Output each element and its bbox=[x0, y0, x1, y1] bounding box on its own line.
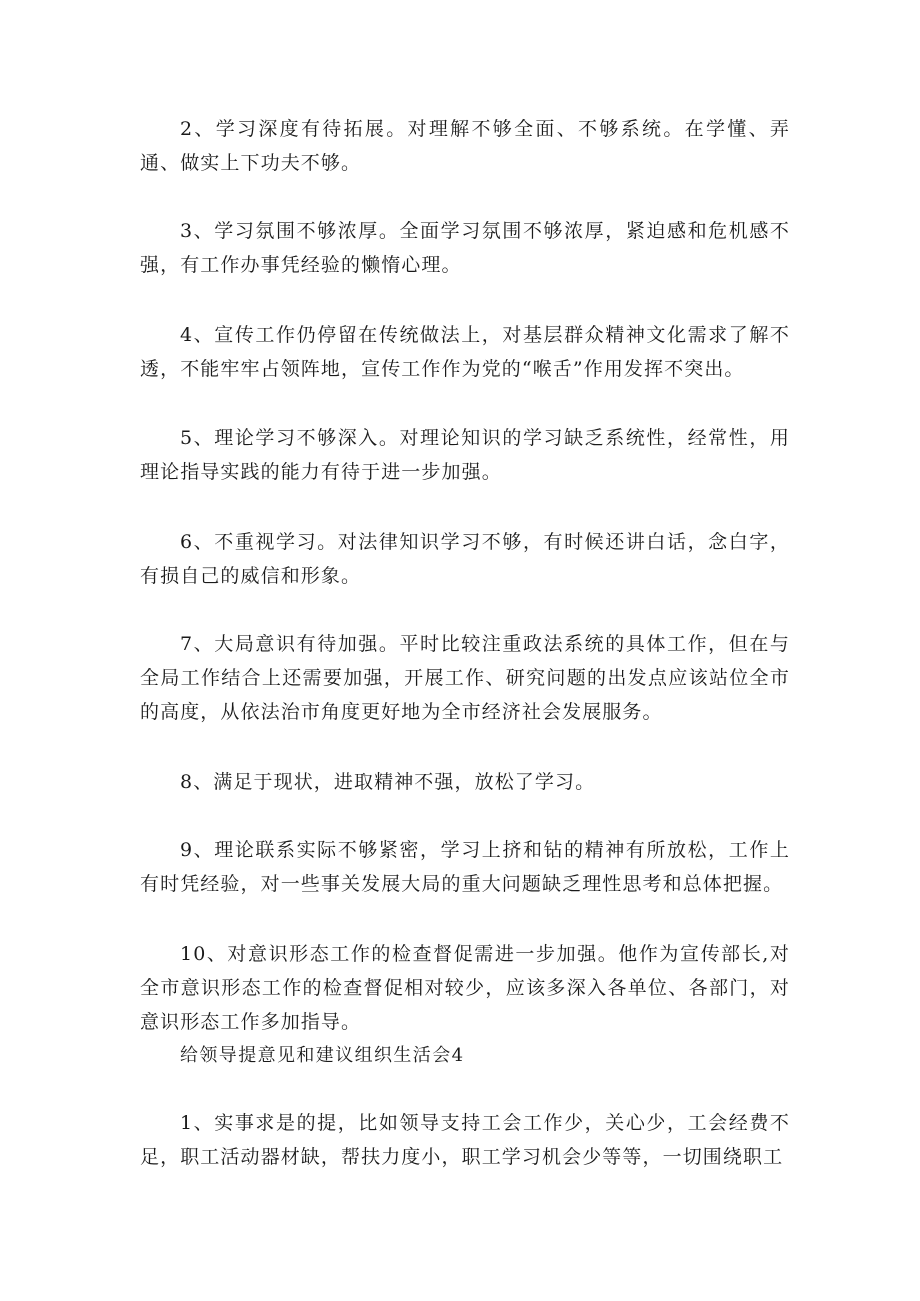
paragraph-item-8: 8、满足于现状，进取精神不强，放松了学习。 bbox=[180, 771, 596, 793]
paragraph-item-4: 4、宣传工作仍停留在传统做法上，对基层群众精神文化需求了解不透，不能牢牢占领阵地，宣传工作作为党的“喉舌”作用发挥不突出。 bbox=[140, 324, 790, 380]
paragraph-item-9: 9、理论联系实际不够紧密，学习上挤和钻的精神有所放松，工作上有时凭经验，对一些事关发展大局的重大问题缺乏理性思考和总体把握。 bbox=[140, 839, 790, 895]
paragraph-item-7: 7、大局意识有待加强。平时比较注重政法系统的具体工作，但在与全局工作结合上还需要加强，开展工作、研究问题的出发点应该站位全市的高度，从依法治市角度更好地为全市经济社会发展服务。 bbox=[140, 633, 790, 723]
section-paragraph-item-1: 1、实事求是的提，比如领导支持工会工作少，关心少，工会经费不足，职工活动器材缺，帮扶力度小，职工学习机会少等等，一切围绕职工 bbox=[140, 1112, 790, 1168]
paragraph-item-6: 6、不重视学习。对法律知识学习不够，有时候还讲白话，念白字，有损自己的威信和形象。 bbox=[140, 531, 790, 587]
section-heading: 给领导提意见和建议组织生活会4 bbox=[180, 1045, 465, 1066]
paragraph-item-10: 10、对意识形态工作的检查督促需进一步加强。他作为宣传部长,对全市意识形态工作的检查督促相对较少，应该多深入各单位、各部门，对意识形态工作多加指导。 bbox=[140, 943, 790, 1033]
paragraph-item-2: 2、学习深度有待拓展。对理解不够全面、不够系统。在学懂、弄通、做实上下功夫不够。 bbox=[140, 118, 790, 174]
paragraph-item-5: 5、理论学习不够深入。对理论知识的学习缺乏系统性，经常性，用理论指导实践的能力有待于进一步加强。 bbox=[140, 427, 790, 483]
paragraph-item-3: 3、学习氛围不够浓厚。全面学习氛围不够浓厚，紧迫感和危机感不强，有工作办事凭经验的懒惰心理。 bbox=[140, 220, 790, 276]
